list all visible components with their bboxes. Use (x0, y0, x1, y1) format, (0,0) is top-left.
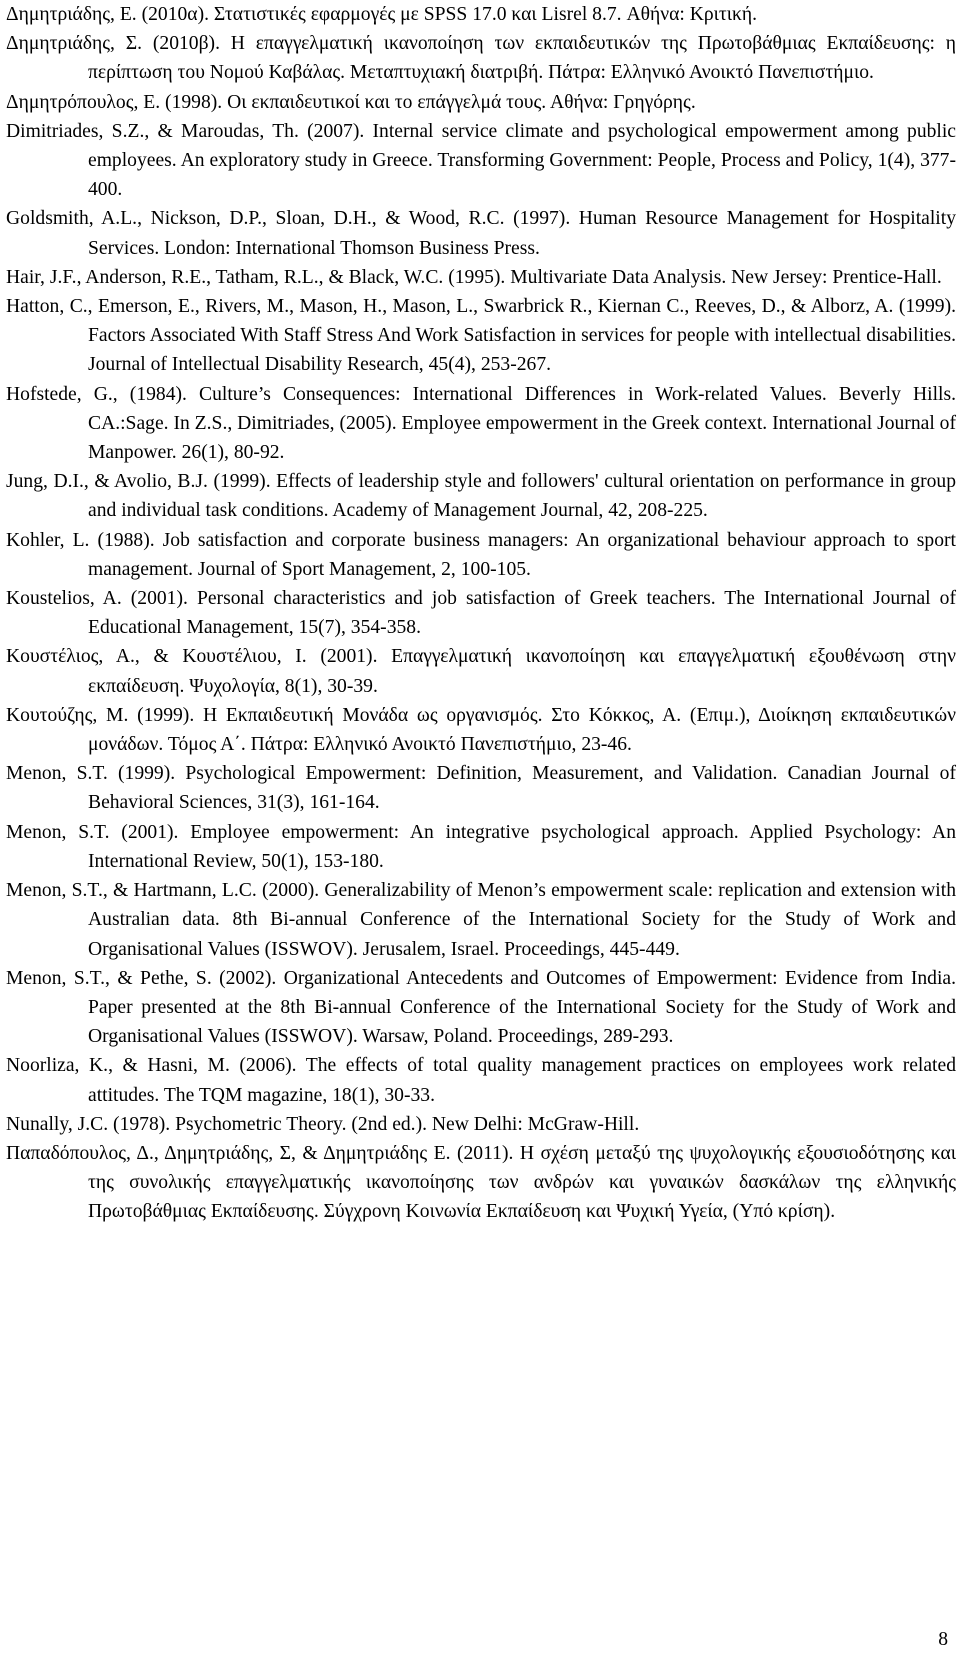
reference-entry: Koustelios, A. (2001). Personal characteristics and job satisfaction of Greek teachers. The International Journal of Educational Management, 15(7), 354-358. (6, 588, 956, 639)
reference-entry: Noorliza, K., & Hasni, M. (2006). The effects of total quality management practices on employees work related attitudes. The TQM magazine, 18(1), 30-33. (6, 1055, 956, 1106)
reference-entry: Hofstede, G., (1984). Culture’s Consequences: International Differences in Work-related Values. Beverly Hills. CA.:Sage. In Z.S., Dimitriades, (2005). Employee empowerment in the Greek context. International Journal of Manpower. 26(1), 80-92. (6, 383, 956, 464)
reference-list (6, 0, 956, 1227)
reference-entry: Δημητρόπουλος, Ε. (1998). Οι εκπαιδευτικοί και το επάγγελμά τους. Αθήνα: Γρηγόρης. (6, 91, 696, 113)
reference-entry: Dimitriades, S.Z., & Maroudas, Th. (2007). Internal service climate and psychological empowerment among public employees. An exploratory study in Greece. Transforming Government: People, Process and Policy, 1(4), 377-400. (6, 120, 956, 201)
reference-entry: Menon, S.T., & Hartmann, L.C. (2000). Generalizability of Menon’s empowerment scale: replication and extension with Australian data. 8th Bi-annual Conference of the International Society for the Study of Work and Organisational Values (ISSWOV). Jerusalem, Israel. Proceedings, 445-449. (6, 880, 956, 960)
reference-entry: Goldsmith, A.L., Nickson, D.P., Sloan, D.H., & Wood, R.C. (1997). Human Resource Management for Hospitality Services. London: International Thomson Business Press. (6, 208, 956, 259)
reference-entry: Nunally, J.C. (1978). Psychometric Theory. (2nd ed.). New Delhi: McGraw-Hill. (6, 1113, 640, 1135)
document-page (6, 0, 956, 1227)
reference-entry: Kohler, L. (1988). Job satisfaction and corporate business managers: An organizational behaviour approach to sport management. Journal of Sport Management, 2, 100-105. (6, 529, 956, 580)
reference-entry: Δημητριάδης, Σ. (2010β). Η επαγγελματική ικανοποίηση των εκπαιδευτικών της Πρωτοβάθμιας Εκπαίδευσης: η περίπτωση του Νομού Καβάλας. Μεταπτυχιακή διατριβή. Πάτρα: Ελληνικό Ανοικτό Πανεπιστήμιο. (6, 33, 956, 84)
reference-entry: Δημητριάδης, Ε. (2010α). Στατιστικές εφαρμογές με SPSS 17.0 και Lisrel 8.7. Αθήνα: Κριτική. (6, 4, 758, 25)
reference-entry: Κουστέλιος, Α., & Κουστέλιου, Ι. (2001). Επαγγελματική ικανοποίηση και επαγγελματική εξουθένωση στην εκπαίδευση. Ψυχολογία, 8(1), 30-39. (6, 646, 956, 697)
reference-entry: Παπαδόπουλος, Δ., Δημητριάδης, Σ, & Δημητριάδης Ε. (2011). Η σχέση μεταξύ της ψυχολογικής εξουσιοδότησης και της συνολικής επαγγελματικής ικανοποίησης των ανδρών και γυναικών δασκάλων της ελληνικής Πρωτοβάθμιας Εκπαίδευσης. Σύγχρονη Κοινωνία Εκπαίδευση και Ψυχική Υγεία, (Υπό κρίση). (6, 1142, 956, 1223)
reference-entry: Κουτούζης, Μ. (1999). Η Εκπαιδευτική Μονάδα ως οργανισμός. Στο Κόκκος, Α. (Επιμ.), Διοίκηση εκπαιδευτικών μονάδων. Τόμος Α΄. Πάτρα: Ελληνικό Ανοικτό Πανεπιστήμιο, 23-46. (6, 704, 956, 756)
reference-entry: Menon, S.T. (1999). Psychological Empowerment: Definition, Measurement, and Validation. Canadian Journal of Behavioral Sciences, 31(3), 161-164. (6, 763, 956, 814)
reference-entry: Hatton, C., Emerson, E., Rivers, M., Mason, H., Mason, L., Swarbrick R., Kiernan C., Reeves, D., & Alborz, A. (1999). Factors Associated With Staff Stress And Work Satisfaction in services for people with intellectual disabilities. Journal of Intellectual Disability Research, 45(4), 253-267. (6, 296, 956, 376)
reference-entry: Menon, S.T., & Pethe, S. (2002). Organizational Antecedents and Outcomes of Empowerment: Evidence from India. Paper presented at the 8th Bi-annual Conference of the International Society for the Study of Work and Organisational Values (ISSWOV). Warsaw, Poland. Proceedings, 289-293. (6, 967, 956, 1048)
reference-entry: Hair, J.F., Anderson, R.E., Tatham, R.L., & Black, W.C. (1995). Multivariate Data Analysis. New Jersey: Prentice-Hall. (6, 266, 942, 288)
reference-entry: Jung, D.I., & Avolio, B.J. (1999). Effects of leadership style and followers' cultural orientation on performance in group and individual task conditions. Academy of Management Journal, 42, 208-225. (6, 471, 956, 522)
page-number: 8 (938, 1629, 948, 1650)
reference-entry: Menon, S.T. (2001). Employee empowerment: An integrative psychological approach. Applied Psychology: An International Review, 50(1), 153-180. (6, 821, 956, 872)
